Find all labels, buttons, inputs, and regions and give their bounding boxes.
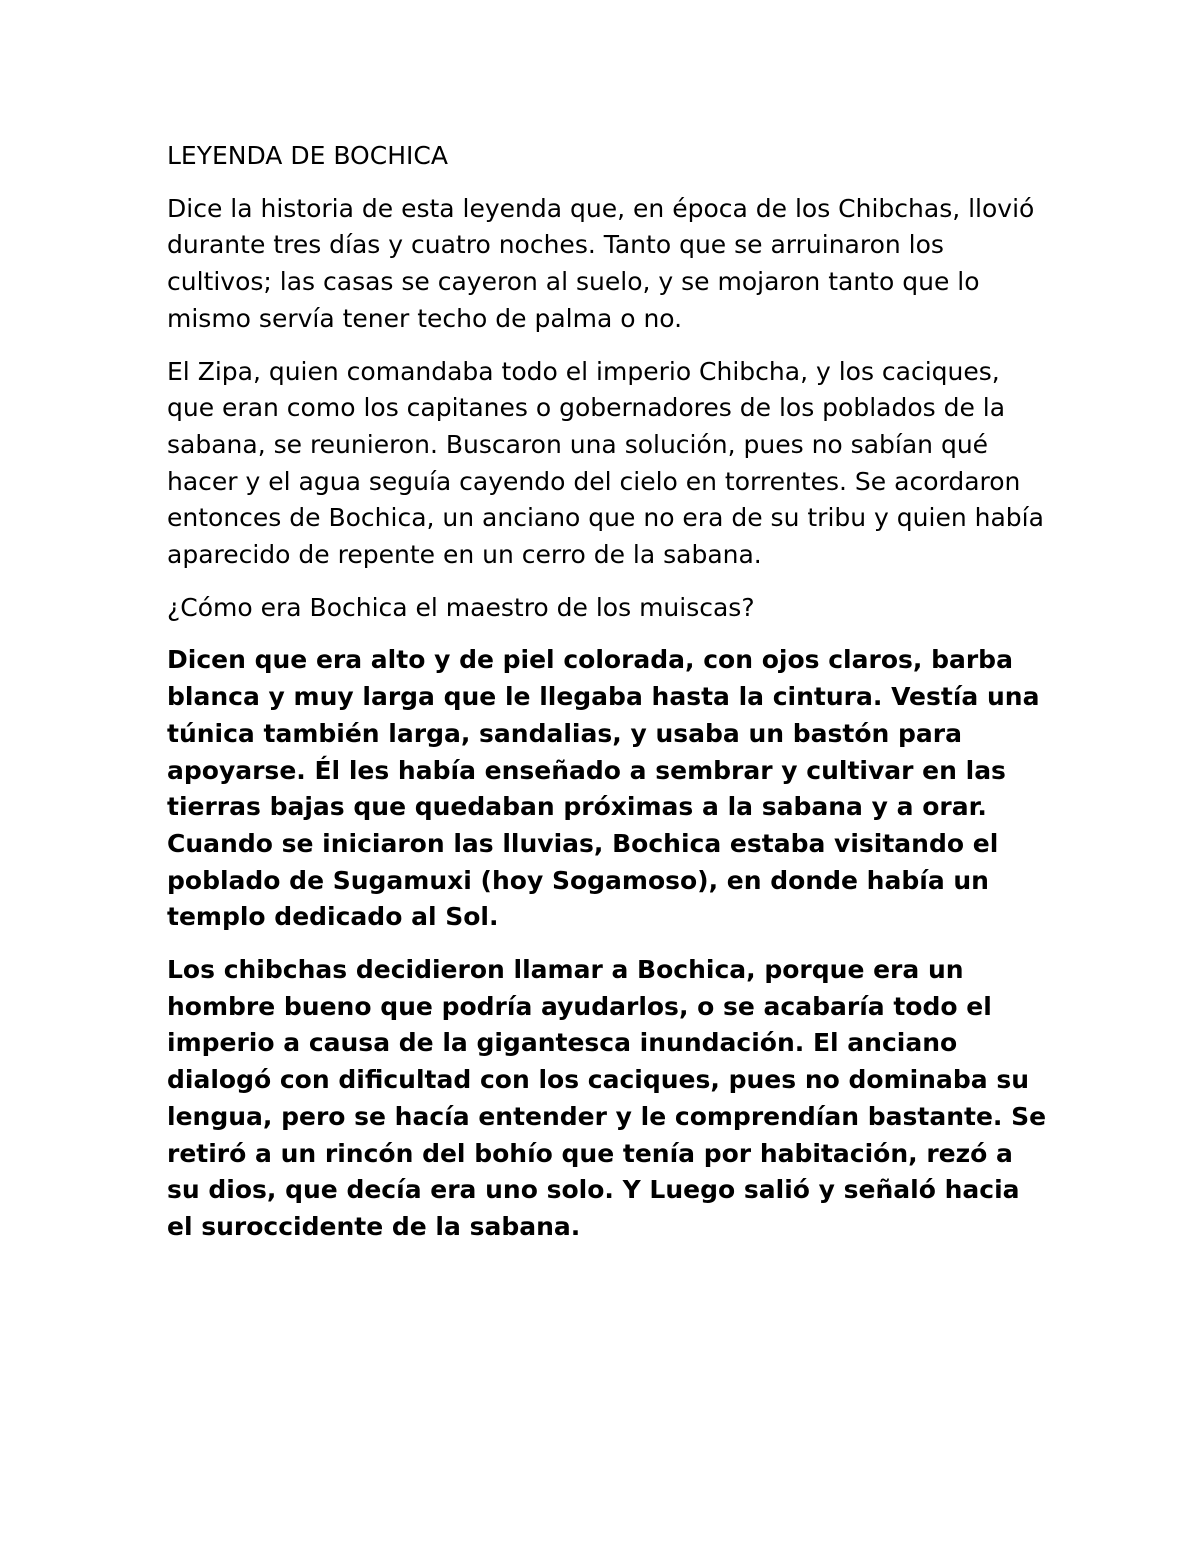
- document-page: [167, 138, 1047, 1262]
- paragraph-intro: Dice la historia de esta leyenda que, en época de los Chibchas, llovió durante tres días y cuatro noches. Tanto que se arruinaron los cultivos; las casas se cayeron al suelo, y se mojaron tanto que lo mismo servía tener techo de palma o no.: [167, 193, 1035, 333]
- paragraph-question: ¿Cómo era Bochica el maestro de los muiscas?: [167, 592, 755, 622]
- paragraph-description: Dicen que era alto y de piel colorada, con ojos claros, barba blanca y muy larga que le llegaba hasta la cintura. Vestía una túnica también larga, sandalias, y usaba un bastón para apoyarse. Él les había enseñado a sembrar y cultivar en las tierras bajas que quedaban próximas a la sabana y a orar. Cuando se iniciaron las lluvias, Bochica estaba visitando el poblado de Sugamuxi (hoy Sogamoso), en donde había un templo dedicado al Sol.: [167, 645, 1040, 932]
- paragraph-decision: Los chibchas decidieron llamar a Bochica, porque era un hombre bueno que podría ayudarlos, o se acabaría todo el imperio a causa de la gigantesca inundación. El anciano dialogó con dificultad con los caciques, pues no dominaba su lengua, pero se hacía entender y le comprendían bastante. Se retiró a un rincón del bohío que tenía por habitación, rezó a su dios, que decía era uno solo. Y Luego salió y señaló hacia el suroccidente de la sabana.: [167, 955, 1047, 1241]
- paragraph-zipa: El Zipa, quien comandaba todo el imperio Chibcha, y los caciques, que eran como los capitanes o gobernadores de los poblados de la sabana, se reunieron. Buscaron una solución, pues no sabían qué hacer y el agua seguía cayendo del cielo en torrentes. Se acordaron entonces de Bochica, un anciano que no era de su tribu y quien había aparecido de repente en un cerro de la sabana.: [167, 356, 1044, 570]
- document-title: LEYENDA DE BOCHICA: [167, 141, 448, 170]
